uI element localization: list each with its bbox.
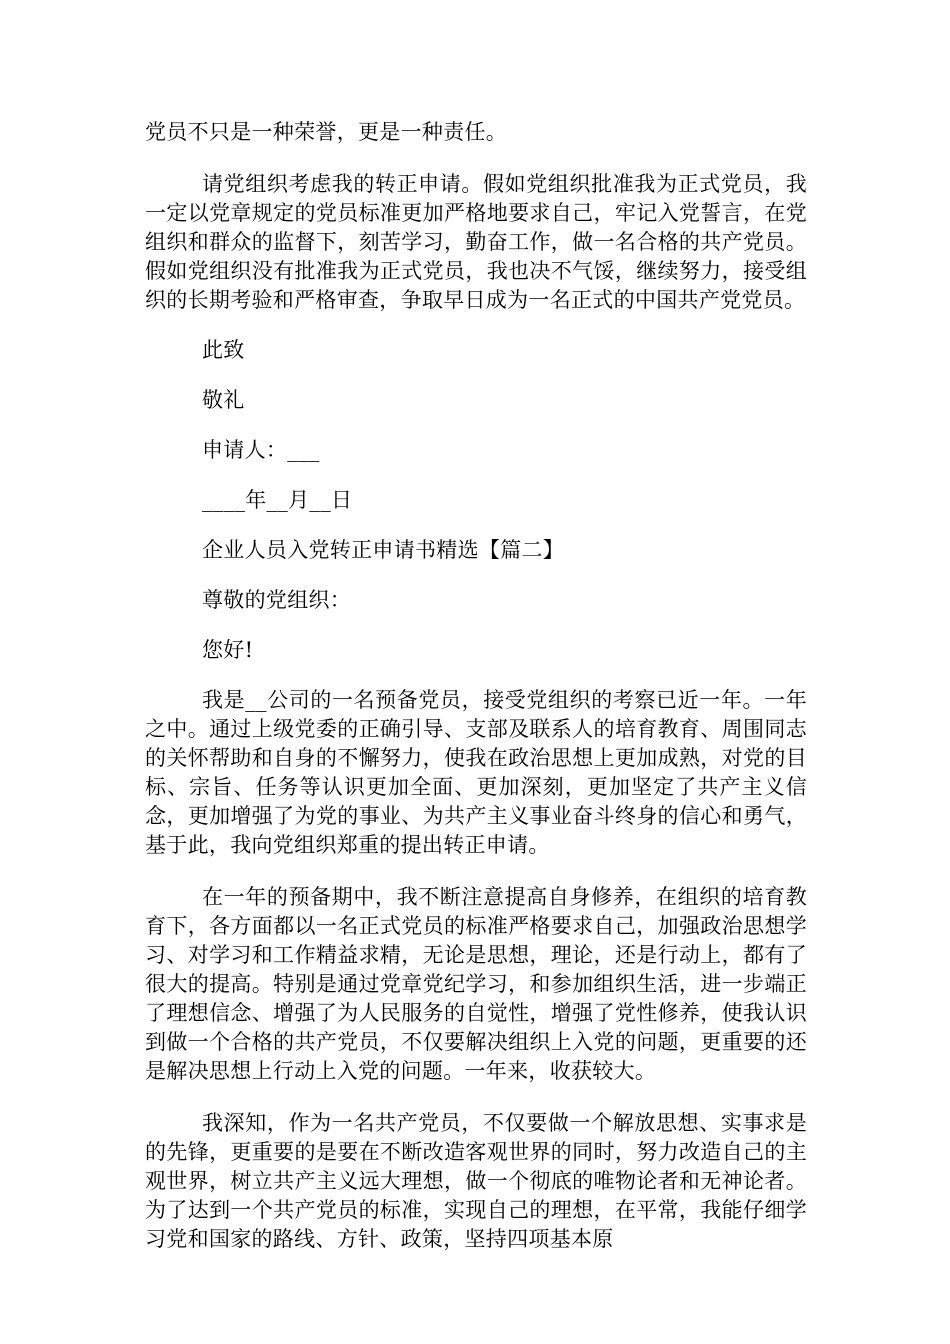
section-heading: 企业人员入党转正申请书精选【篇二】 xyxy=(202,538,565,562)
document-body xyxy=(145,118,807,1254)
paragraph-closing-line: 党员不只是一种荣誉，更是一种责任。 xyxy=(145,120,508,144)
paragraph-request: 请党组织考虑我的转正申请。假如党组织批准我为正式党员，我一定以党章规定的党员标准更加严格地要求自己，牢记入党誓言，在党组织和群众的监督下，刻苦学习，勤奋工作，做一名合格的共产党员。假如党组织没有批准我为正式党员，我也决不气馁，继续努力，接受组织的长期考验和严格审查，争取早日成为一名正式的中国共产党党员。 xyxy=(145,172,807,312)
paragraph-introduction: 我是__公司的一名预备党员，接受党组织的考察已近一年。一年之中。通过上级党委的正确引导、支部及联系人的培育教育、周围同志的关怀帮助和自身的不懈努力，使我在政治思想上更加成熟，对党的目标、宗旨、任务等认识更加全面、更加深刻，更加坚定了共产主义信念，更加增强了为党的事业、为共产主义事业奋斗终身的信心和勇气，基于此，我向党组织郑重的提出转正申请。 xyxy=(145,688,807,857)
date-line: ____年__月__日 xyxy=(202,488,353,512)
greeting-hello: 您好! xyxy=(202,638,254,662)
salutation-jingli: 敬礼 xyxy=(202,388,245,412)
applicant-line: 申请人：___ xyxy=(202,438,320,462)
salutation-cizhi: 此致 xyxy=(202,338,245,362)
greeting-recipient: 尊敬的党组织： xyxy=(202,588,352,612)
paragraph-probation-period: 在一年的预备期中，我不断注意提高自身修养，在组织的培育教育下，各方面都以一名正式党员的标准严格要求自己，加强政治思想学习、对学习和工作精益求精，无论是思想，理论，还是行动上，都有了很大的提高。特别是通过党章党纪学习，和参加组织生活，进一步端正了理想信念、增强了为人民服务的自觉性，增强了党性修养，使我认识到做一个合格的共产党员，不仅要解决组织上入党的问题，更重要的还是解决思想上行动上入党的问题。一年来，收获较大。 xyxy=(145,885,807,1083)
paragraph-understanding: 我深知，作为一名共产党员，不仅要做一个解放思想、实事求是的先锋，更重要的是要在不断改造客观世界的同时，努力改造自己的主观世界，树立共产主义远大理想，做一个彻底的唯物论者和无神论者。为了达到一个共产党员的标准，实现自己的理想，在平常，我能仔细学习党和国家的路线、方针、政策，坚持四项基本原 xyxy=(145,1111,807,1251)
